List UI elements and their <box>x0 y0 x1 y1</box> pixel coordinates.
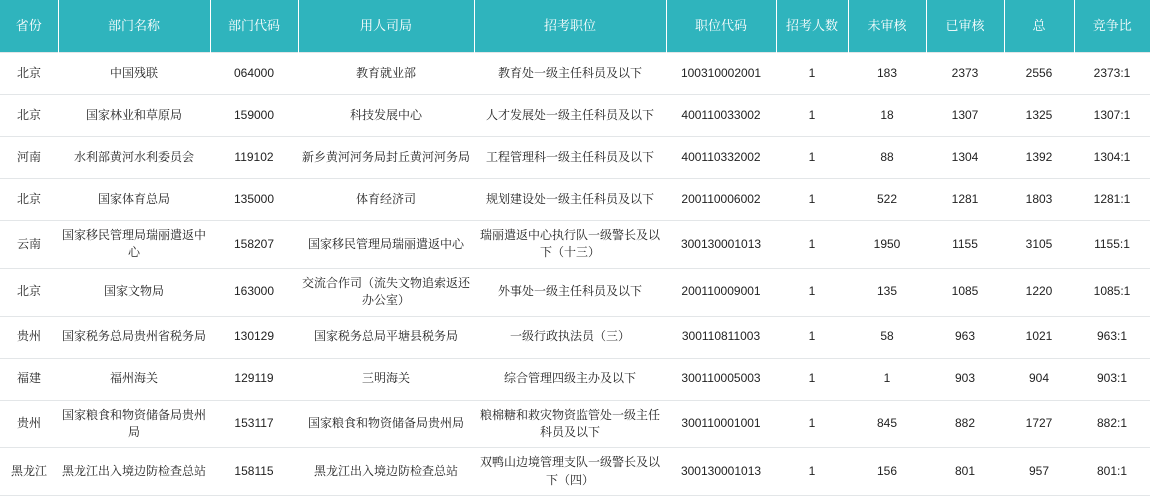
cell-reviewed: 1281 <box>926 179 1004 221</box>
cell-reviewed: 1155 <box>926 221 1004 269</box>
cell-position: 综合管理四级主办及以下 <box>474 358 666 400</box>
cell-total: 1325 <box>1004 95 1074 137</box>
cell-ratio: 1155:1 <box>1074 221 1150 269</box>
table-header <box>0 0 1150 53</box>
table-row[interactable] <box>0 400 1150 448</box>
cell-recruit-count: 1 <box>776 268 848 316</box>
cell-reviewed: 882 <box>926 400 1004 448</box>
cell-dept-code: 158207 <box>210 221 298 269</box>
table-body <box>0 53 1150 496</box>
cell-total: 1220 <box>1004 268 1074 316</box>
cell-recruit-count: 1 <box>776 358 848 400</box>
cell-bureau: 交流合作司（流失文物追索返还办公室） <box>298 268 474 316</box>
cell-department: 福州海关 <box>58 358 210 400</box>
cell-reviewed: 903 <box>926 358 1004 400</box>
column-header-unreviewed[interactable]: 未审核 <box>848 0 926 53</box>
cell-unreviewed: 135 <box>848 268 926 316</box>
cell-position: 瑞丽遣返中心执行队一级警长及以下（十三） <box>474 221 666 269</box>
cell-total: 3105 <box>1004 221 1074 269</box>
cell-recruit-count: 1 <box>776 53 848 95</box>
cell-ratio: 1304:1 <box>1074 137 1150 179</box>
cell-unreviewed: 1950 <box>848 221 926 269</box>
table-header-row <box>0 0 1150 53</box>
cell-dept-code: 129119 <box>210 358 298 400</box>
cell-unreviewed: 845 <box>848 400 926 448</box>
cell-reviewed: 801 <box>926 448 1004 496</box>
table-row[interactable] <box>0 53 1150 95</box>
cell-recruit-count: 1 <box>776 316 848 358</box>
cell-unreviewed: 183 <box>848 53 926 95</box>
cell-province: 北京 <box>0 53 58 95</box>
cell-unreviewed: 18 <box>848 95 926 137</box>
table-row[interactable] <box>0 268 1150 316</box>
column-header-province[interactable]: 省份 <box>0 0 58 53</box>
cell-department: 国家林业和草原局 <box>58 95 210 137</box>
cell-position-code: 200110009001 <box>666 268 776 316</box>
cell-ratio: 903:1 <box>1074 358 1150 400</box>
cell-total: 2556 <box>1004 53 1074 95</box>
cell-bureau: 国家移民管理局瑞丽遣返中心 <box>298 221 474 269</box>
cell-position-code: 400110033002 <box>666 95 776 137</box>
cell-ratio: 963:1 <box>1074 316 1150 358</box>
cell-reviewed: 1085 <box>926 268 1004 316</box>
cell-position-code: 300110001001 <box>666 400 776 448</box>
cell-reviewed: 1307 <box>926 95 1004 137</box>
cell-position: 双鸭山边境管理支队一级警长及以下（四） <box>474 448 666 496</box>
cell-reviewed: 963 <box>926 316 1004 358</box>
cell-unreviewed: 58 <box>848 316 926 358</box>
cell-position-code: 200110006002 <box>666 179 776 221</box>
cell-province: 北京 <box>0 268 58 316</box>
cell-department: 国家粮食和物资储备局贵州局 <box>58 400 210 448</box>
cell-bureau: 体育经济司 <box>298 179 474 221</box>
cell-recruit-count: 1 <box>776 448 848 496</box>
column-header-total[interactable]: 总 <box>1004 0 1074 53</box>
column-header-recruit-count[interactable]: 招考人数 <box>776 0 848 53</box>
cell-total: 1021 <box>1004 316 1074 358</box>
cell-unreviewed: 522 <box>848 179 926 221</box>
table-row[interactable] <box>0 137 1150 179</box>
column-header-department[interactable]: 部门名称 <box>58 0 210 53</box>
cell-position-code: 100310002001 <box>666 53 776 95</box>
cell-province: 贵州 <box>0 400 58 448</box>
cell-position: 教育处一级主任科员及以下 <box>474 53 666 95</box>
column-header-bureau[interactable]: 用人司局 <box>298 0 474 53</box>
cell-dept-code: 158115 <box>210 448 298 496</box>
column-header-position[interactable]: 招考职位 <box>474 0 666 53</box>
cell-total: 1392 <box>1004 137 1074 179</box>
table-row[interactable] <box>0 316 1150 358</box>
cell-province: 贵州 <box>0 316 58 358</box>
column-header-reviewed[interactable]: 已审核 <box>926 0 1004 53</box>
cell-department: 国家文物局 <box>58 268 210 316</box>
cell-bureau: 国家粮食和物资储备局贵州局 <box>298 400 474 448</box>
cell-unreviewed: 88 <box>848 137 926 179</box>
cell-department: 黑龙江出入境边防检查总站 <box>58 448 210 496</box>
cell-bureau: 科技发展中心 <box>298 95 474 137</box>
cell-province: 北京 <box>0 95 58 137</box>
cell-ratio: 882:1 <box>1074 400 1150 448</box>
cell-province: 福建 <box>0 358 58 400</box>
cell-department: 中国残联 <box>58 53 210 95</box>
cell-recruit-count: 1 <box>776 221 848 269</box>
cell-total: 1727 <box>1004 400 1074 448</box>
cell-position-code: 400110332002 <box>666 137 776 179</box>
cell-bureau: 新乡黄河河务局封丘黄河河务局 <box>298 137 474 179</box>
cell-dept-code: 163000 <box>210 268 298 316</box>
cell-department: 国家税务总局贵州省税务局 <box>58 316 210 358</box>
cell-position-code: 300110811003 <box>666 316 776 358</box>
cell-position: 规划建设处一级主任科员及以下 <box>474 179 666 221</box>
cell-dept-code: 119102 <box>210 137 298 179</box>
cell-dept-code: 135000 <box>210 179 298 221</box>
table-row[interactable] <box>0 95 1150 137</box>
cell-reviewed: 1304 <box>926 137 1004 179</box>
cell-total: 904 <box>1004 358 1074 400</box>
cell-position: 粮棉糖和救灾物资监管处一级主任科员及以下 <box>474 400 666 448</box>
cell-ratio: 1085:1 <box>1074 268 1150 316</box>
cell-position-code: 300130001013 <box>666 448 776 496</box>
cell-position: 一级行政执法员（三） <box>474 316 666 358</box>
cell-position: 工程管理科一级主任科员及以下 <box>474 137 666 179</box>
cell-dept-code: 159000 <box>210 95 298 137</box>
cell-unreviewed: 156 <box>848 448 926 496</box>
column-header-ratio[interactable]: 竞争比 <box>1074 0 1150 53</box>
cell-total: 1803 <box>1004 179 1074 221</box>
table-row[interactable] <box>0 179 1150 221</box>
cell-ratio: 1281:1 <box>1074 179 1150 221</box>
cell-department: 国家移民管理局瑞丽遣返中心 <box>58 221 210 269</box>
table-row[interactable] <box>0 221 1150 269</box>
cell-ratio: 2373:1 <box>1074 53 1150 95</box>
cell-position: 人才发展处一级主任科员及以下 <box>474 95 666 137</box>
cell-position-code: 300130001013 <box>666 221 776 269</box>
cell-bureau: 教育就业部 <box>298 53 474 95</box>
cell-ratio: 1307:1 <box>1074 95 1150 137</box>
cell-department: 水利部黄河水利委员会 <box>58 137 210 179</box>
cell-position-code: 300110005003 <box>666 358 776 400</box>
cell-recruit-count: 1 <box>776 95 848 137</box>
cell-recruit-count: 1 <box>776 400 848 448</box>
cell-recruit-count: 1 <box>776 179 848 221</box>
cell-reviewed: 2373 <box>926 53 1004 95</box>
cell-unreviewed: 1 <box>848 358 926 400</box>
cell-dept-code: 153117 <box>210 400 298 448</box>
column-header-dept-code[interactable]: 部门代码 <box>210 0 298 53</box>
cell-department: 国家体育总局 <box>58 179 210 221</box>
cell-bureau: 三明海关 <box>298 358 474 400</box>
cell-province: 云南 <box>0 221 58 269</box>
cell-dept-code: 130129 <box>210 316 298 358</box>
column-header-position-code[interactable]: 职位代码 <box>666 0 776 53</box>
cell-bureau: 黑龙江出入境边防检查总站 <box>298 448 474 496</box>
cell-bureau: 国家税务总局平塘县税务局 <box>298 316 474 358</box>
cell-ratio: 801:1 <box>1074 448 1150 496</box>
cell-total: 957 <box>1004 448 1074 496</box>
table-row[interactable] <box>0 448 1150 496</box>
cell-province: 河南 <box>0 137 58 179</box>
table-row[interactable] <box>0 358 1150 400</box>
cell-province: 北京 <box>0 179 58 221</box>
cell-position: 外事处一级主任科员及以下 <box>474 268 666 316</box>
cell-dept-code: 064000 <box>210 53 298 95</box>
cell-recruit-count: 1 <box>776 137 848 179</box>
cell-province: 黑龙江 <box>0 448 58 496</box>
